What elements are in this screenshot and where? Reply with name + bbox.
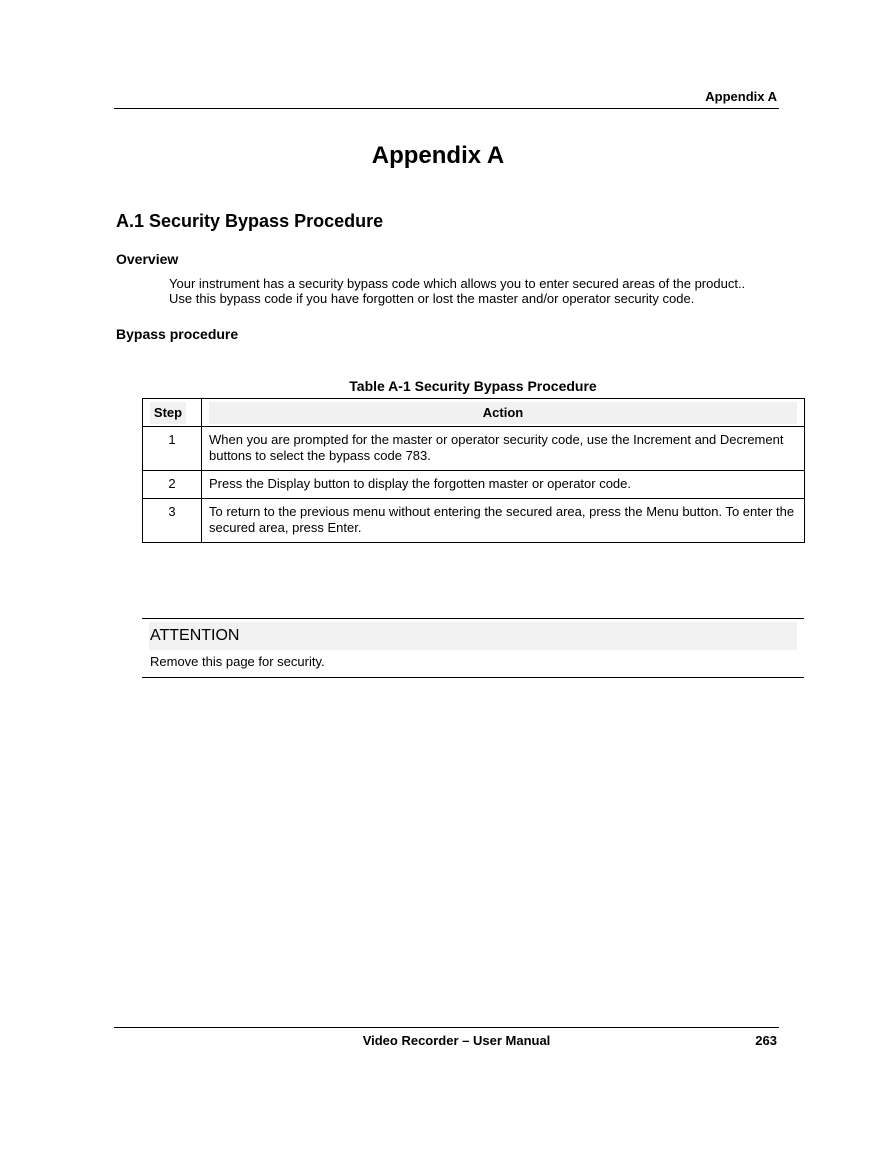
bypass-procedure-heading: Bypass procedure — [116, 326, 239, 342]
footer-page-number: 263 — [755, 1033, 777, 1048]
overview-paragraph — [169, 276, 809, 306]
step-action: To return to the previous menu without entering the secured area, press the Menu button. To enter the secured area, press Enter. — [202, 499, 805, 543]
step-action: When you are prompted for the master or operator security code, use the Increment and Decrement buttons to select the bypass code 783. — [202, 427, 805, 471]
overview-line-1: Your instrument has a security bypass code which allows you to enter secured areas of the product.. — [169, 276, 746, 291]
overview-line-2: Use this bypass code if you have forgotten or lost the master and/or operator security code. — [169, 291, 695, 306]
attention-body: Remove this page for security. — [150, 654, 325, 669]
bypass-procedure-table — [142, 398, 805, 543]
step-action: Press the Display button to display the forgotten master or operator code. — [202, 471, 805, 499]
footer-document-title: Video Recorder – User Manual — [362, 1033, 551, 1048]
column-header-step-label: Step — [150, 402, 186, 424]
table-caption: Table A-1 Security Bypass Procedure — [349, 378, 597, 394]
table-row — [143, 499, 805, 543]
table-row — [143, 471, 805, 499]
table-row — [143, 427, 805, 471]
column-header-step — [143, 399, 202, 427]
step-number: 2 — [143, 471, 202, 499]
section-title: A.1 Security Bypass Procedure — [116, 211, 384, 231]
running-footer — [114, 1027, 779, 1050]
running-header-title: Appendix A — [705, 89, 777, 104]
attention-title: ATTENTION — [149, 622, 797, 650]
step-number: 3 — [143, 499, 202, 543]
column-header-action-label: Action — [209, 402, 797, 424]
column-header-action — [202, 399, 805, 427]
running-header — [114, 88, 779, 109]
step-number: 1 — [143, 427, 202, 471]
page-title: Appendix A — [371, 142, 505, 169]
table-header-row — [143, 399, 805, 427]
attention-box — [142, 618, 804, 678]
overview-heading: Overview — [116, 251, 179, 267]
